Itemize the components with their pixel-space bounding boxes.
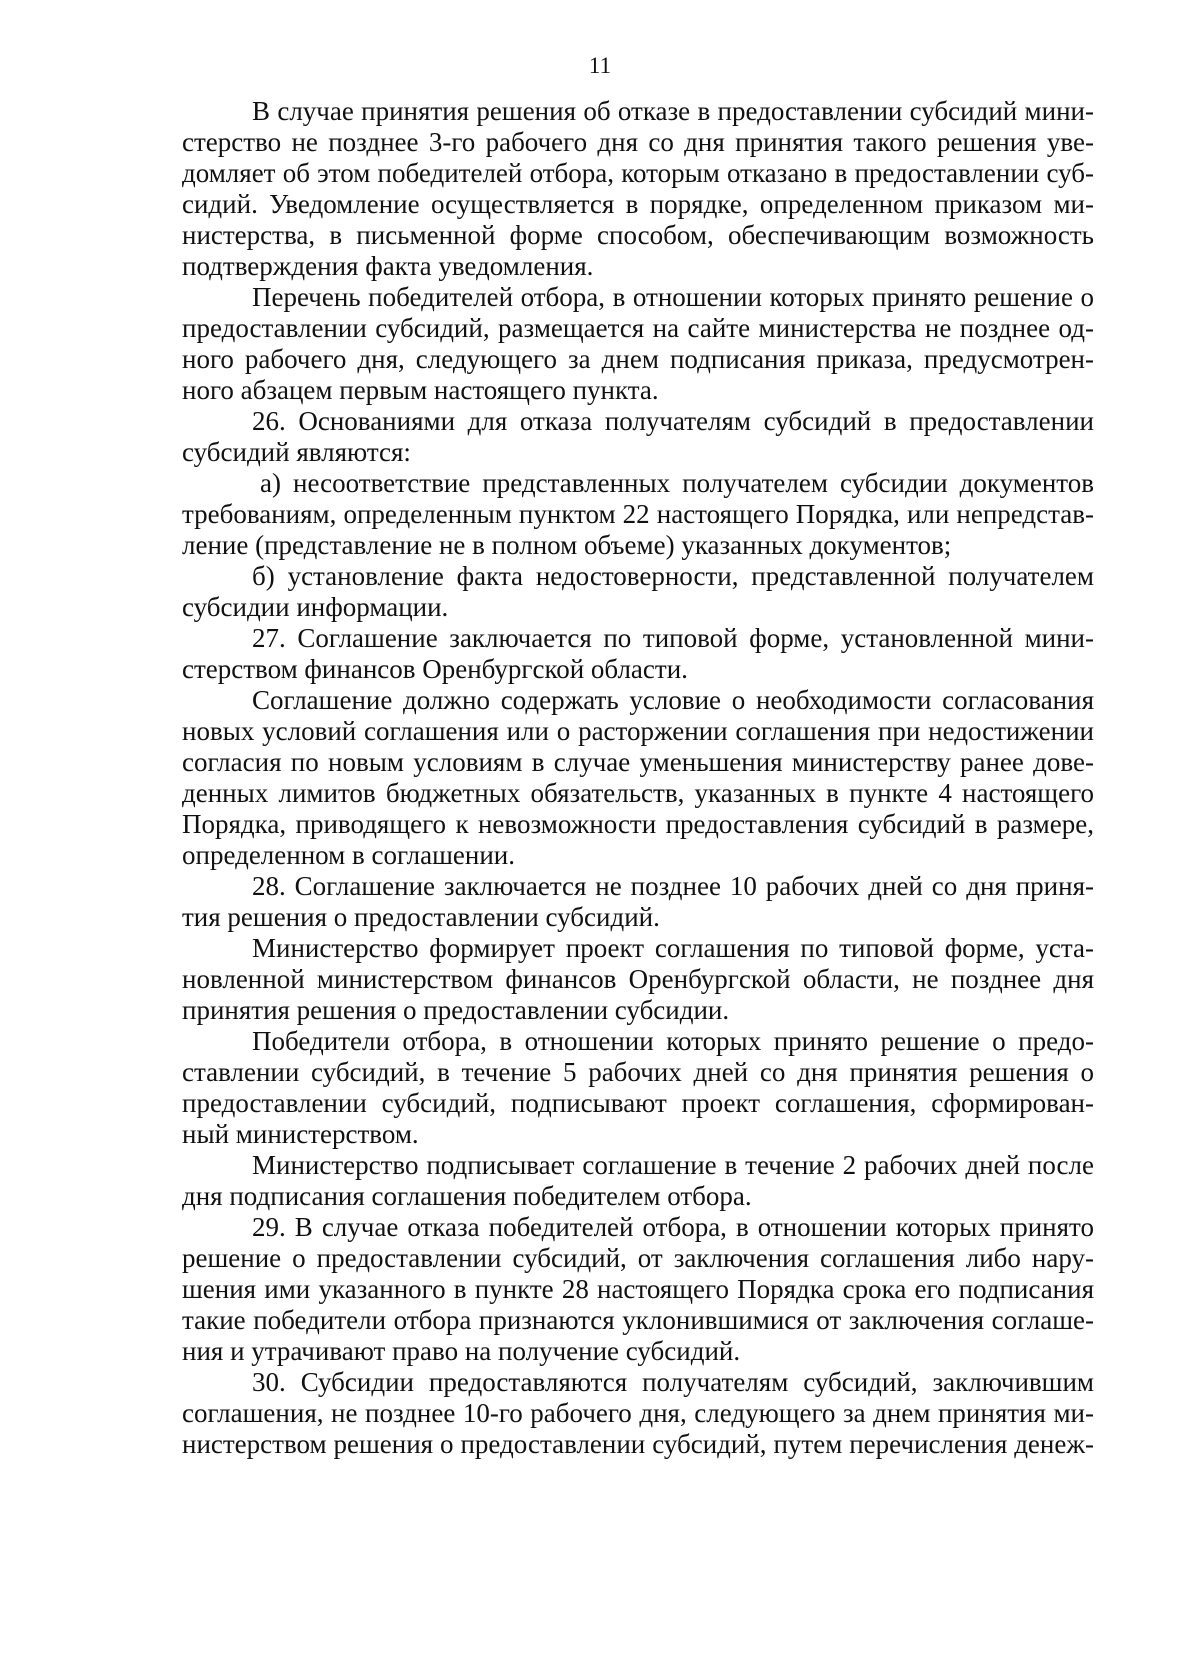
text-line: предоставлении субсидий, размещается на сайте министерства не позднее од- — [182, 313, 1094, 343]
text-line: Министерство подписывает соглашение в течение 2 рабочих дней после — [252, 1150, 1094, 1180]
document-body — [182, 96, 1094, 1460]
text-line: стерство не позднее 3-го рабочего дня со дня принятия такого решения уве- — [182, 127, 1094, 157]
text-line: соглашения, не позднее 10-го рабочего дня, следующего за днем принятия ми- — [182, 1398, 1094, 1428]
page-number: 11 — [588, 53, 612, 78]
text-line: нистерства, в письменной форме способом, обеспечивающим возможность — [182, 220, 1094, 250]
text-line: денных лимитов бюджетных обязательств, указанных в пункте 4 настоящего — [182, 778, 1094, 808]
text-line: согласия по новым условиям в случае уменьшения министерству ранее дове- — [182, 747, 1094, 777]
text-line: Порядка, приводящего к невозможности предоставления субсидий в размере, — [182, 809, 1094, 839]
paragraph — [182, 1212, 1094, 1367]
text-line: Соглашение должно содержать условие о необходимости согласования — [252, 685, 1094, 715]
text-line: 30. Субсидии предоставляются получателям субсидий, заключившим — [252, 1367, 1094, 1397]
text-line: 26. Основаниями для отказа получателям субсидий в предоставлении — [252, 406, 1094, 436]
text-line: субсидии информации. — [182, 592, 449, 622]
paragraph — [182, 406, 1094, 468]
text-line: ного абзацем первым настоящего пункта. — [182, 375, 659, 405]
text-line: 27. Соглашение заключается по типовой форме, установленной мини- — [252, 623, 1094, 653]
text-line: Министерство формирует проект соглашения по типовой форме, уста- — [252, 933, 1094, 963]
text-line: предоставлении субсидий, подписывают проект соглашения, сформирован- — [182, 1088, 1094, 1118]
paragraph — [182, 282, 1094, 406]
text-line: определенном в соглашении. — [182, 840, 515, 870]
text-line: нистерством решения о предоставлении субсидий, путем перечисления денеж- — [182, 1429, 1094, 1459]
text-line: домляет об этом победителей отбора, которым отказано в предоставлении суб- — [182, 158, 1094, 188]
paragraph — [182, 1150, 1094, 1212]
paragraph — [182, 561, 1094, 623]
text-line: 29. В случае отказа победителей отбора, в отношении которых принято — [252, 1212, 1094, 1242]
text-line: ный министерством. — [182, 1119, 419, 1149]
text-line: ставлении субсидий, в течение 5 рабочих дней со дня принятия решения о — [182, 1057, 1094, 1087]
text-line: принятия решения о предоставлении субсидии. — [182, 995, 730, 1025]
text-line: стерством финансов Оренбургской области. — [182, 654, 688, 684]
text-line: Перечень победителей отбора, в отношении которых принято решение о — [252, 282, 1094, 312]
text-line: тия решения о предоставлении субсидий. — [182, 902, 660, 932]
text-line: а) несоответствие представленных получателем субсидии документов — [260, 468, 1094, 498]
text-line: ния и утрачивают право на получение субсидий. — [182, 1336, 741, 1366]
paragraph — [182, 933, 1094, 1026]
paragraph — [182, 96, 1094, 282]
text-line: субсидий являются: — [182, 437, 411, 467]
text-line: В случае принятия решения об отказе в предоставлении субсидий мини- — [252, 96, 1094, 126]
paragraph — [182, 623, 1094, 685]
text-line: такие победители отбора признаются уклонившимися от заключения соглаше- — [182, 1305, 1094, 1335]
text-line: ного рабочего дня, следующего за днем подписания приказа, предусмотрен- — [182, 344, 1094, 374]
text-line: подтверждения факта уведомления. — [182, 251, 594, 281]
paragraph — [182, 685, 1094, 871]
paragraph — [182, 871, 1094, 933]
text-line: Победители отбора, в отношении которых принято решение о предо- — [252, 1026, 1094, 1056]
paragraph — [182, 1367, 1094, 1460]
text-line: 28. Соглашение заключается не позднее 10 рабочих дней со дня приня- — [252, 871, 1094, 901]
text-line: б) установление факта недостоверности, представленной получателем — [252, 561, 1094, 591]
text-line: сидий. Уведомление осуществляется в порядке, определенном приказом ми- — [182, 189, 1094, 219]
text-line: новленной министерством финансов Оренбургской области, не позднее дня — [182, 964, 1094, 994]
paragraph — [182, 1026, 1094, 1150]
text-line: ление (представление не в полном объеме) указанных документов; — [182, 530, 952, 560]
text-line: новых условий соглашения или о расторжении соглашения при недостижении — [182, 716, 1094, 746]
text-line: требованиям, определенным пунктом 22 настоящего Порядка, или непредстав- — [182, 499, 1094, 529]
text-line: шения ими указанного в пункте 28 настоящего Порядка срока его подписания — [182, 1274, 1094, 1304]
paragraph — [182, 468, 1094, 561]
text-line: решение о предоставлении субсидий, от заключения соглашения либо нару- — [182, 1243, 1094, 1273]
text-line: дня подписания соглашения победителем отбора. — [182, 1181, 752, 1211]
